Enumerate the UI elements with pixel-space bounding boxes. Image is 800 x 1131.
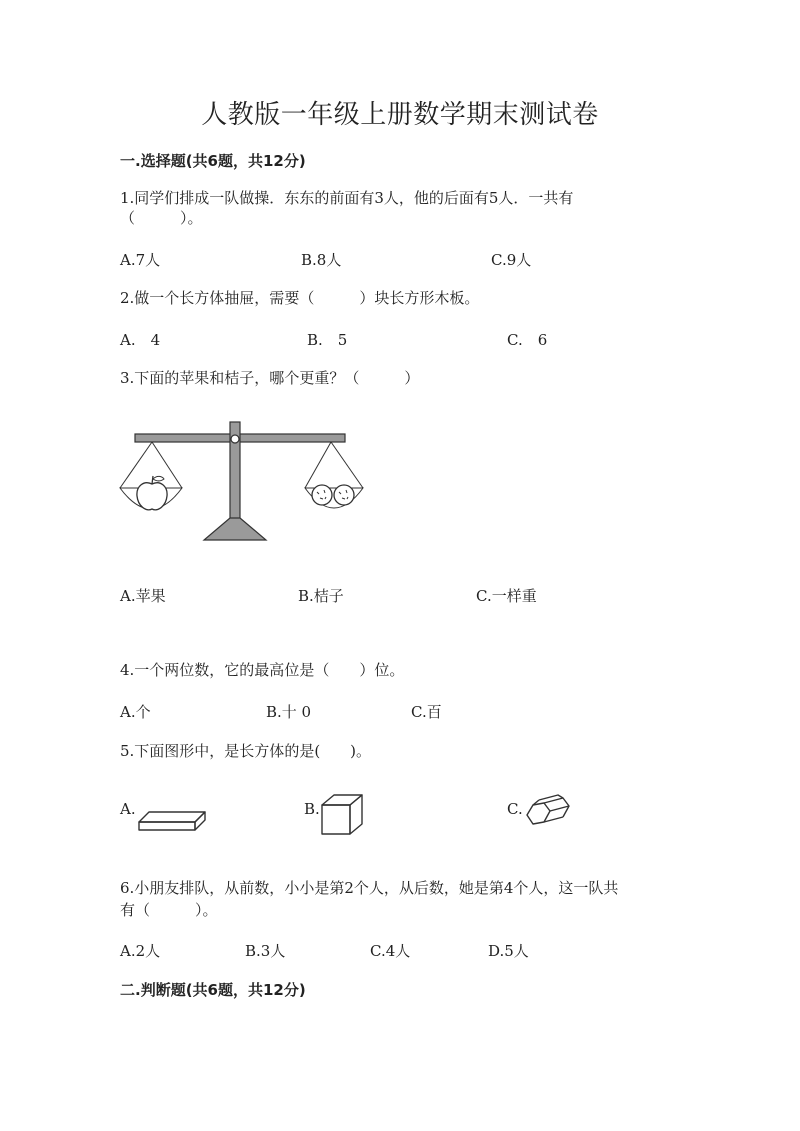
question-1-text-cont: （ ）。 (120, 209, 203, 227)
question-2-option-a: A. 4 (120, 331, 161, 349)
section-heading-choice: 一.选择题(共6题，共12分) (120, 152, 306, 170)
hexagonal-prism-icon (527, 795, 569, 824)
question-5-text: 5.下面图形中，是长方体的是( )。 (120, 742, 372, 760)
question-3-option-c: C.一样重 (476, 587, 537, 605)
question-3-text: 3.下面的苹果和桔子，哪个更重？（ ） (120, 369, 420, 387)
question-6-option-c: C.4人 (370, 942, 411, 960)
question-2-text: 2.做一个长方体抽屉，需要（ ）块长方形木板。 (120, 289, 480, 307)
question-4-option-c: C.百 (411, 703, 442, 721)
question-5-option-c: C. (507, 800, 523, 818)
question-1-option-c: C.9人 (491, 251, 532, 269)
question-3-option-b: B.桔子 (298, 587, 344, 605)
question-1-option-b: B.8人 (301, 251, 342, 269)
question-2-option-c: C. 6 (507, 331, 548, 349)
question-4-option-b: B.十 0 (266, 703, 312, 721)
question-4-text: 4.一个两位数，它的最高位是（ ）位。 (120, 661, 405, 679)
question-6-text-cont: 有（ ）。 (120, 901, 218, 919)
flat-cuboid-icon (139, 812, 205, 830)
question-1-text: 1.同学们排成一队做操．东东的前面有3人，他的后面有5人．一共有 (120, 189, 574, 207)
page-title: 人教版一年级上册数学期末测试卷 (201, 100, 599, 130)
question-6-option-d: D.5人 (488, 942, 529, 960)
question-5-option-a: A. (120, 800, 136, 818)
question-1-option-a: A.7人 (120, 251, 161, 269)
question-6-option-a: A.2人 (120, 942, 161, 960)
question-2-option-b: B. 5 (307, 331, 348, 349)
question-5-option-b: B. (304, 800, 320, 818)
section-heading-judge: 二.判断题(共6题，共12分) (120, 981, 306, 999)
question-3-option-a: A.苹果 (120, 587, 166, 605)
cube-icon (322, 795, 362, 834)
question-6-option-b: B.3人 (245, 942, 286, 960)
question-4-option-a: A.个 (120, 703, 151, 721)
question-6-text: 6.小朋友排队，从前数，小小是第2个人，从后数，她是第4个人，这一队共 (120, 879, 619, 897)
